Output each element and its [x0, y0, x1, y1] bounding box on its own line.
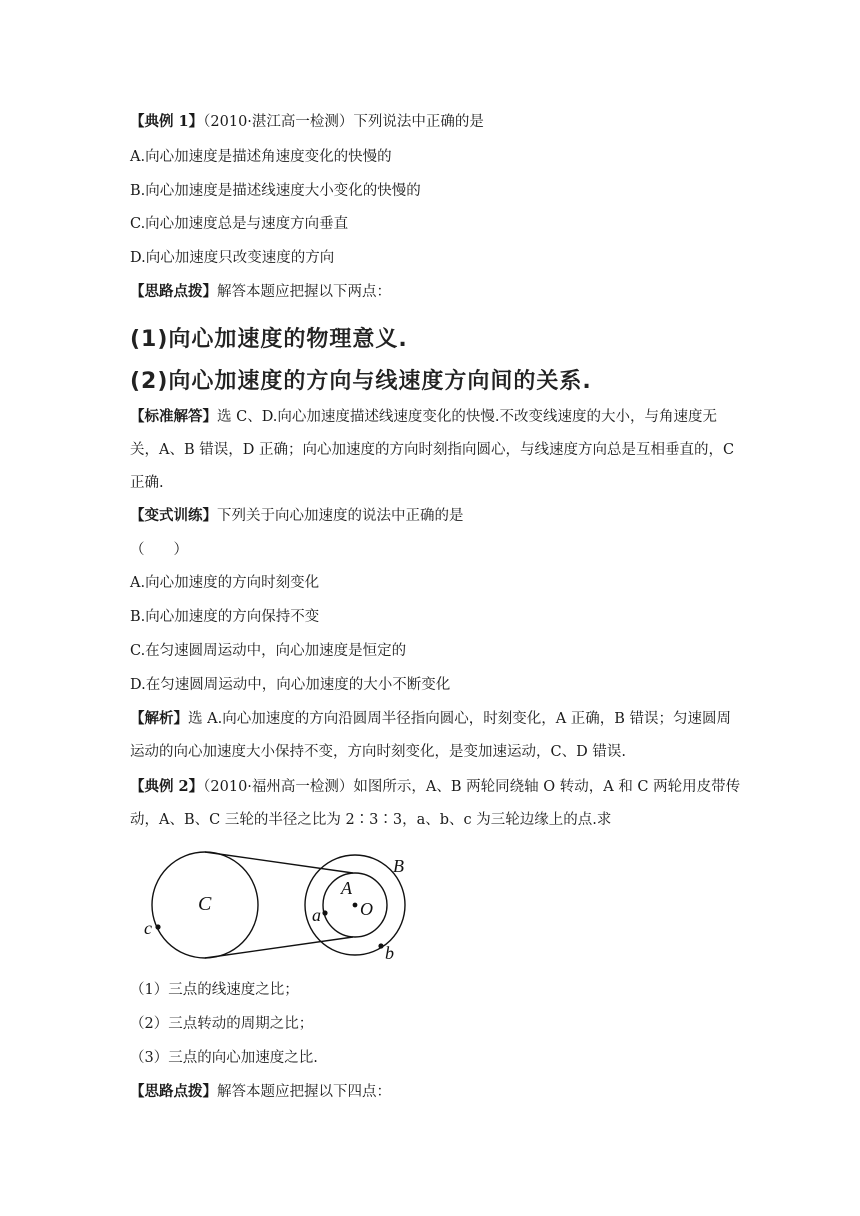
point-b-dot	[378, 943, 383, 948]
variant-option-b: B.向心加速度的方向保持不变	[130, 609, 320, 625]
example1-answer-head: 【标准解答】	[130, 408, 217, 425]
example1-option-c: C.向心加速度总是与速度方向垂直	[130, 216, 349, 232]
variant-stem	[130, 506, 742, 526]
hint-point-2: (2)向心加速度的方向与线速度方向间的关系.	[130, 369, 592, 394]
variant-option-c: C.在匀速圆周运动中，向心加速度是恒定的	[130, 643, 407, 659]
example1-hint	[130, 282, 742, 302]
example2-head: 【典例 2】	[130, 778, 204, 795]
label-point-b: b	[385, 943, 394, 963]
variant-option-d: D.在匀速圆周运动中，向心加速度的大小不断变化	[130, 677, 451, 693]
example1-option-a: A.向心加速度是描述角速度变化的快慢的	[130, 149, 392, 165]
label-a-wheel: A	[341, 878, 352, 898]
example1-head: 【典例 1】	[130, 113, 204, 130]
point-c-dot	[155, 924, 160, 929]
label-o-axis: O	[360, 899, 373, 919]
example1-hint-body: 解答本题应把握以下两点：	[217, 284, 391, 300]
label-c-wheel: C	[198, 893, 212, 915]
variant-body: 下列关于向心加速度的说法中正确的是	[217, 508, 464, 524]
example2-question-1: （1）三点的线速度之比；	[130, 982, 299, 998]
label-point-a: a	[312, 905, 321, 925]
example2-hint-body: 解答本题应把握以下四点：	[217, 1084, 391, 1100]
example1-answer-body: 选 C、D.向心加速度描述线速度变化的快慢.不改变线速度的大小，与角速度无关，A、B 错误，D 正确；向心加速度的方向时刻指向圆心，与线速度方向总是互相垂直的，C 正确.	[130, 409, 735, 491]
example2-stem	[130, 770, 742, 837]
example2-hint-head: 【思路点拨】	[130, 1083, 217, 1100]
label-b-wheel: B	[393, 856, 404, 876]
variant-analysis	[130, 702, 742, 769]
axis-o-dot	[353, 903, 358, 908]
example1-option-b: B.向心加速度是描述线速度大小变化的快慢的	[130, 183, 421, 199]
label-point-c: c	[144, 918, 152, 938]
example1-hint-head: 【思路点拨】	[130, 283, 217, 300]
belt-bottom	[205, 937, 353, 958]
example2-body: （2010·福州高一检测）如图所示，A、B 两轮同绕轴 O 转动，A 和 C 两轮用皮带传动，A、B、C 三轮的半径之比为 2∶3∶3，a、b、c 为三轮边缘上的点.求	[130, 779, 741, 828]
variant-analysis-body: 选 A.向心加速度的方向沿圆周半径指向圆心，时刻变化，A 正确，B 错误；匀速圆周运动的向心加速度大小保持不变，方向时刻变化，是变加速运动，C、D 错误.	[130, 711, 732, 760]
example2-question-2: （2）三点转动的周期之比；	[130, 1016, 314, 1032]
pulley-belt-figure	[130, 842, 430, 972]
example1-stem	[130, 112, 742, 132]
belt-top	[205, 852, 353, 873]
variant-option-a: A.向心加速度的方向时刻变化	[130, 575, 320, 591]
hint-point-1: (1)向心加速度的物理意义.	[130, 327, 408, 352]
point-a-dot	[322, 910, 327, 915]
example1-answer	[130, 400, 742, 500]
variant-head: 【变式训练】	[130, 507, 217, 524]
pulley-diagram	[130, 842, 430, 972]
example2-question-3: （3）三点的向心加速度之比.	[130, 1050, 318, 1066]
example2-hint	[130, 1082, 742, 1102]
example1-option-d: D.向心加速度只改变速度的方向	[130, 250, 335, 266]
variant-analysis-head: 【解析】	[130, 710, 188, 727]
example1-body: （2010·湛江高一检测）下列说法中正确的是	[203, 114, 484, 130]
variant-blank: （ ）	[130, 542, 188, 558]
